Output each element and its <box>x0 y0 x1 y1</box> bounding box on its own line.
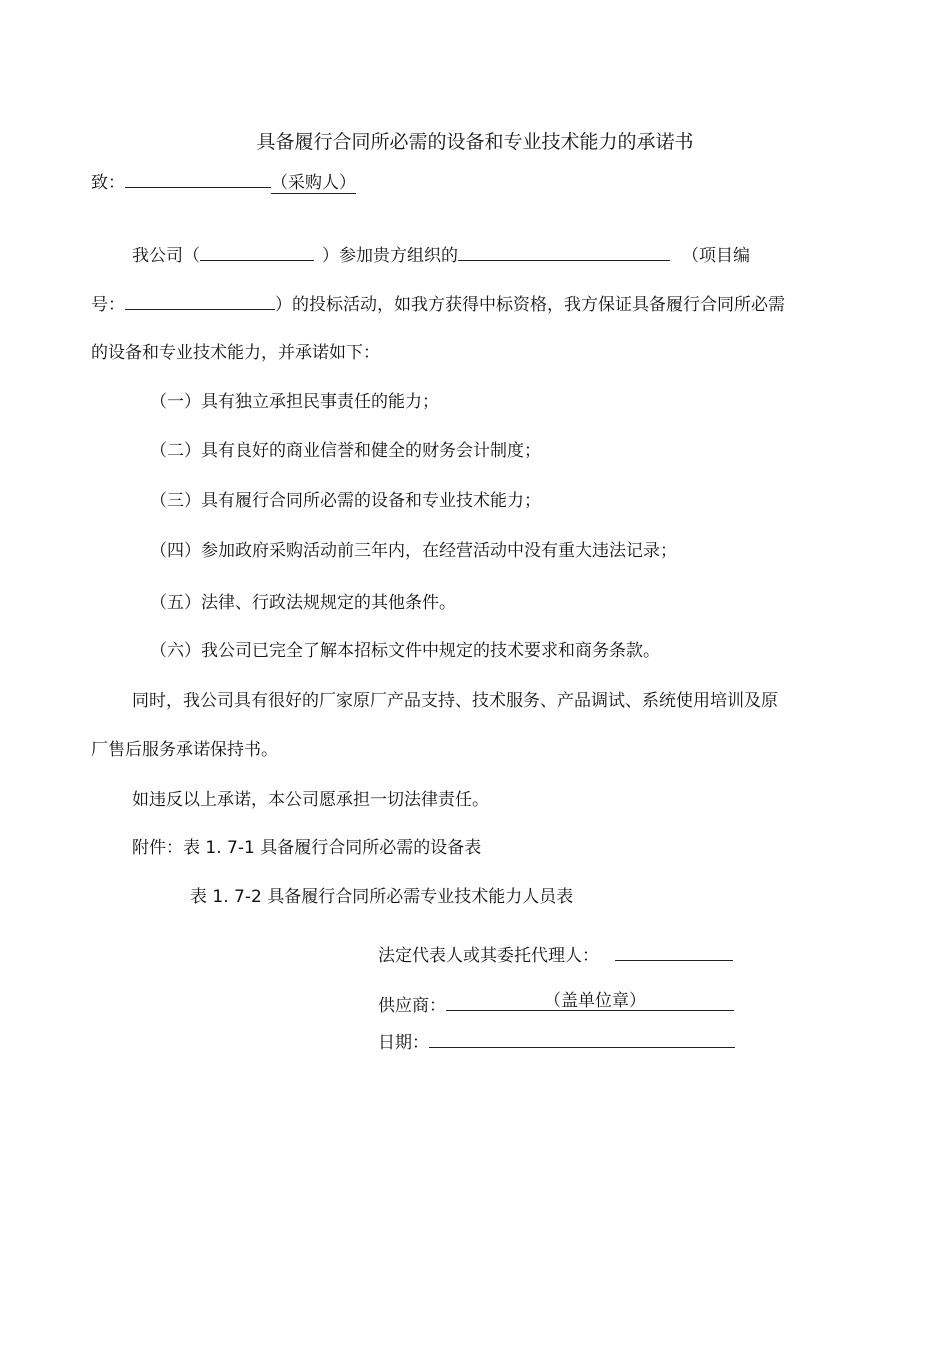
rep-line <box>378 943 733 967</box>
purchaser-label: （采购人） <box>271 173 356 193</box>
date-blank[interactable] <box>429 1030 735 1048</box>
supplier-blank[interactable] <box>446 993 734 1011</box>
seal-label: （盖单位章） <box>544 991 646 1011</box>
project-number-blank[interactable] <box>125 292 275 310</box>
list-item: （三）具有履行合同所必需的设备和专业技术能力； <box>150 491 541 511</box>
body-text: ）的投标活动，如我方获得中标资格，我方保证具备履行合同所必需 <box>275 295 785 315</box>
to-line <box>91 170 356 194</box>
body-text: （项目编 <box>682 246 750 266</box>
page-title: 具备履行合同所必需的设备和专业技术能力的承诺书 <box>256 131 694 153</box>
list-item: （二）具有良好的商业信誉和健全的财务会计制度； <box>150 441 541 461</box>
body-text: 我公司（ <box>132 246 200 266</box>
date-label: 日期： <box>378 1033 429 1053</box>
list-item: （一）具有独立承担民事责任的能力； <box>150 392 439 412</box>
to-prefix: 致： <box>91 173 125 193</box>
organizer-blank[interactable] <box>458 243 670 261</box>
supplier-line <box>378 993 734 1017</box>
date-line <box>378 1030 735 1054</box>
also-line-1: 同时，我公司具有很好的厂家原厂产品支持、技术服务、产品调试、系统使用培训及原 <box>132 691 778 711</box>
body-text: 号： <box>91 295 125 315</box>
supplier-label: 供应商： <box>378 996 446 1016</box>
list-item: （六）我公司已完全了解本招标文件中规定的技术要求和商务条款。 <box>150 641 660 661</box>
body-text: ）参加贵方组织的 <box>322 246 458 266</box>
body-line-2 <box>91 292 785 316</box>
body-line-3: 的设备和专业技术能力，并承诺如下： <box>91 343 380 363</box>
body-line-1 <box>132 243 750 267</box>
purchaser-blank[interactable] <box>125 170 271 188</box>
also-line-2: 厂售后服务承诺保持书。 <box>91 740 278 760</box>
list-item: （四）参加政府采购活动前三年内，在经营活动中没有重大违法记录； <box>150 541 677 561</box>
list-item: （五）法律、行政法规规定的其他条件。 <box>150 593 456 613</box>
company-name-blank[interactable] <box>200 243 314 261</box>
attachment-second: 表 1. 7-2 具备履行合同所必需专业技术能力人员表 <box>190 887 574 907</box>
attachment-label: 附件：表 1. 7-1 具备履行合同所必需的设备表 <box>132 838 482 858</box>
rep-signature-blank[interactable] <box>615 943 733 961</box>
rep-label: 法定代表人或其委托代理人： <box>378 946 599 966</box>
violation-statement: 如违反以上承诺，本公司愿承担一切法律责任。 <box>132 790 489 810</box>
